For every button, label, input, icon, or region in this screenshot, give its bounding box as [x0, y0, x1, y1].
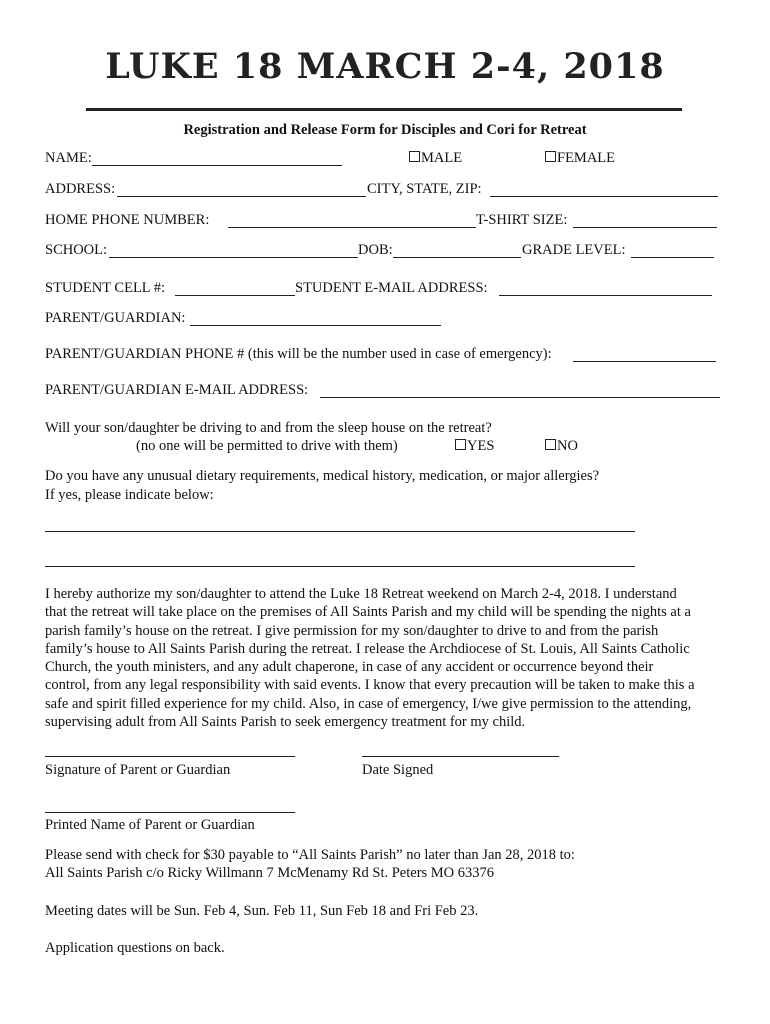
- parent-email-label: PARENT/GUARDIAN E-MAIL ADDRESS:: [45, 382, 309, 398]
- tshirt-label: T-SHIRT SIZE:: [476, 212, 568, 228]
- printed-name-label: Printed Name of Parent or Guardian: [45, 817, 255, 833]
- authorization-line: parish family’s house on the retreat. I give permission for my son/daughter to drive to and from the parish: [45, 622, 659, 639]
- address-label: ADDRESS:: [45, 181, 116, 197]
- yes-checkbox[interactable]: [455, 439, 466, 450]
- payment-instructions: Please send with check for $30 payable to “All Saints Parish” no later than Jan 28, 2018 to:: [45, 847, 575, 863]
- dietary-answer-line-2[interactable]: [45, 566, 635, 567]
- parent-email-field[interactable]: [320, 397, 720, 398]
- page-title: LUKE 18 MARCH 2-4, 2018: [105, 46, 665, 87]
- home-phone-label: HOME PHONE NUMBER:: [45, 212, 210, 228]
- authorization-paragraph: [45, 585, 733, 731]
- meeting-dates: Meeting dates will be Sun. Feb 4, Sun. Feb 11, Sun Feb 18 and Fri Feb 23.: [45, 903, 479, 919]
- printed-name-field[interactable]: [45, 812, 295, 813]
- female-label: FEMALE: [557, 150, 615, 166]
- no-label: NO: [557, 438, 578, 454]
- grade-field[interactable]: [631, 257, 714, 258]
- student-cell-label: STUDENT CELL #:: [45, 280, 166, 296]
- authorization-line: I hereby authorize my son/daughter to attend the Luke 18 Retreat weekend on March 2-4, 2018. I understand: [45, 586, 677, 602]
- parent-label: PARENT/GUARDIAN:: [45, 310, 186, 326]
- authorization-line: safe and spirit filled experience for my child. Also, in case of emergency, I/we give permission to the attending,: [45, 695, 692, 712]
- authorization-line: family’s house to All Saints Parish during the retreat. I release the Archdiocese of St. Louis, All Saints Catholic: [45, 640, 690, 657]
- authorization-line: control, from any legal responsibility with said events. I know that every precaution will be taken to make this a: [45, 677, 695, 694]
- male-checkbox[interactable]: [409, 151, 420, 162]
- male-label: MALE: [421, 150, 463, 166]
- date-signed-label: Date Signed: [362, 762, 434, 778]
- driving-question: Will your son/daughter be driving to and from the sleep house on the retreat?: [45, 420, 492, 436]
- dietary-answer-line-1[interactable]: [45, 531, 635, 532]
- driving-yes-option[interactable]: [455, 438, 494, 455]
- form-subtitle: Registration and Release Form for Disciples and Cori for Retreat: [183, 122, 587, 138]
- male-option[interactable]: [409, 150, 462, 167]
- yes-label: YES: [467, 438, 495, 454]
- parent-field[interactable]: [190, 325, 441, 326]
- parent-signature-field[interactable]: [45, 756, 295, 757]
- application-questions-note: Application questions on back.: [45, 940, 225, 956]
- city-state-zip-label: CITY, STATE, ZIP:: [367, 181, 482, 197]
- name-field[interactable]: [92, 165, 342, 166]
- dob-field[interactable]: [393, 257, 521, 258]
- student-cell-field[interactable]: [175, 295, 295, 296]
- female-checkbox[interactable]: [545, 151, 556, 162]
- school-field[interactable]: [109, 257, 358, 258]
- parent-phone-field[interactable]: [573, 361, 716, 362]
- name-label: NAME:: [45, 150, 92, 166]
- student-email-field[interactable]: [499, 295, 712, 296]
- date-signed-field[interactable]: [362, 756, 559, 757]
- authorization-line: supervising adult from All Saints Parish to seek emergency treatment for my child.: [45, 714, 526, 731]
- dietary-question: Do you have any unusual dietary requirements, medical history, medication, or major allergies?: [45, 468, 600, 484]
- driving-note: (no one will be permitted to drive with them): [136, 438, 398, 454]
- female-option[interactable]: [545, 150, 615, 167]
- parent-signature-label: Signature of Parent or Guardian: [45, 762, 231, 778]
- authorization-line: Church, the youth ministers, and any adult chaperone, in case of any accident or occurrence beyond their: [45, 659, 654, 676]
- grade-label: GRADE LEVEL:: [522, 242, 626, 258]
- city-state-zip-field[interactable]: [490, 196, 718, 197]
- title-underline: [86, 108, 682, 111]
- dob-label: DOB:: [358, 242, 393, 258]
- school-label: SCHOOL:: [45, 242, 108, 258]
- address-field[interactable]: [117, 196, 366, 197]
- no-checkbox[interactable]: [545, 439, 556, 450]
- mailing-address: All Saints Parish c/o Ricky Willmann 7 McMenamy Rd St. Peters MO 63376: [45, 865, 495, 881]
- home-phone-field[interactable]: [228, 227, 476, 228]
- dietary-instruction: If yes, please indicate below:: [45, 487, 214, 503]
- authorization-line: that the retreat will take place on the premises of All Saints Parish and my child will be spending the nights at a: [45, 604, 691, 621]
- tshirt-field[interactable]: [573, 227, 717, 228]
- parent-phone-label: PARENT/GUARDIAN PHONE # (this will be the number used in case of emergency):: [45, 346, 552, 362]
- student-email-label: STUDENT E-MAIL ADDRESS:: [295, 280, 488, 296]
- driving-no-option[interactable]: [545, 438, 578, 455]
